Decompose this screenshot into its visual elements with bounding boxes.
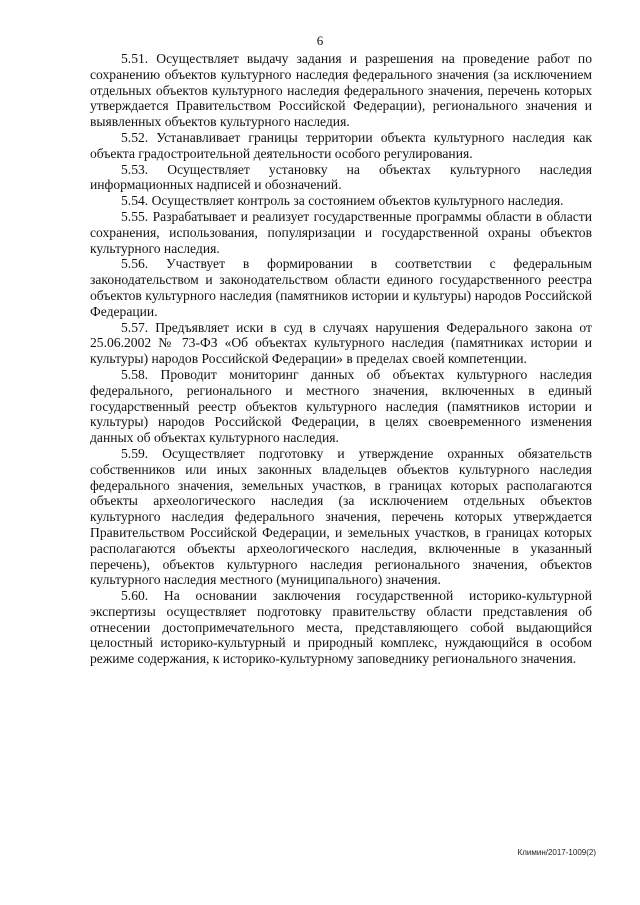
paragraph-5-58: 5.58. Проводит мониторинг данных об объектах культурного наследия федерального, регионального и местного значения, включенных в единый государственный реестр объектов культурного наследия (памятников истории и культуры) народов Российской Федерации, в целях своевременного изменения данных об объектах культурного наследия. — [90, 366, 592, 446]
paragraph-5-53: 5.53. Осуществляет установку на объектах культурного наследия информационных надписей и обозначений. — [90, 161, 592, 193]
paragraph-5-55: 5.55. Разрабатывает и реализует государственные программы области в области сохранения, использования, популяризации и государственной охраны объектов культурного наследия. — [90, 208, 592, 256]
paragraph-5-54: 5.54. Осуществляет контроль за состоянием объектов культурного наследия. — [121, 193, 564, 209]
paragraph-5-57: 5.57. Предъявляет иски в суд в случаях нарушения Федерального закона от 25.06.2002 № 73-ФЗ «Об объектах культурного наследия (памятниках истории и культуры) народов Российской Федерации» в пределах своей компетенции. — [90, 319, 592, 367]
paragraph-5-59: 5.59. Осуществляет подготовку и утверждение охранных обязательств собственников или иных законных владельцев объектов культурного наследия федерального значения, земельных участков, в границах которых располагаются объекты археологического наследия (за исключением отдельных объектов культурного наследия федерального значения, перечень которых утверждается Правительством Российской Федерации, и земельных участков, в границах которых располагаются объекты археологического наследия, включенные в указанный перечень), объектов культурного наследия регионального значения, объектов культурного наследия местного (муниципального) значения. — [90, 445, 592, 588]
paragraph-5-60: 5.60. На основании заключения государственной историко-культурной экспертизы осуществляет подготовку правительству области представления об отнесении достопримечательного места, представляющего собой выдающийся целостный историко-культурный и природный комплекс, нуждающийся в особом режиме содержания, к историко-культурному заповеднику регионального значения. — [90, 588, 592, 667]
paragraph-5-56: 5.56. Участвует в формировании в соответствии с федеральным законодательством и законодательством области единого государственного реестра объектов культурного наследия (памятников истории и культуры) народов Российской Федерации. — [90, 256, 592, 319]
page-number: 6 — [316, 33, 324, 48]
paragraph-5-51: 5.51. Осуществляет выдачу задания и разрешения на проведение работ по сохранению объектов культурного наследия федерального значения (за исключением отдельных объектов культурного наследия федерального значения, перечень которых утверждается Правительством Российской Федерации), регионального значения и выявленных объектов культурного наследия. — [90, 51, 592, 130]
document-code: Климин/2017-1009(2) — [517, 848, 596, 857]
document-body — [90, 51, 592, 667]
paragraph-5-52: 5.52. Устанавливает границы территории объекта культурного наследия как объекта градостроительной деятельности особого регулирования. — [90, 129, 592, 161]
